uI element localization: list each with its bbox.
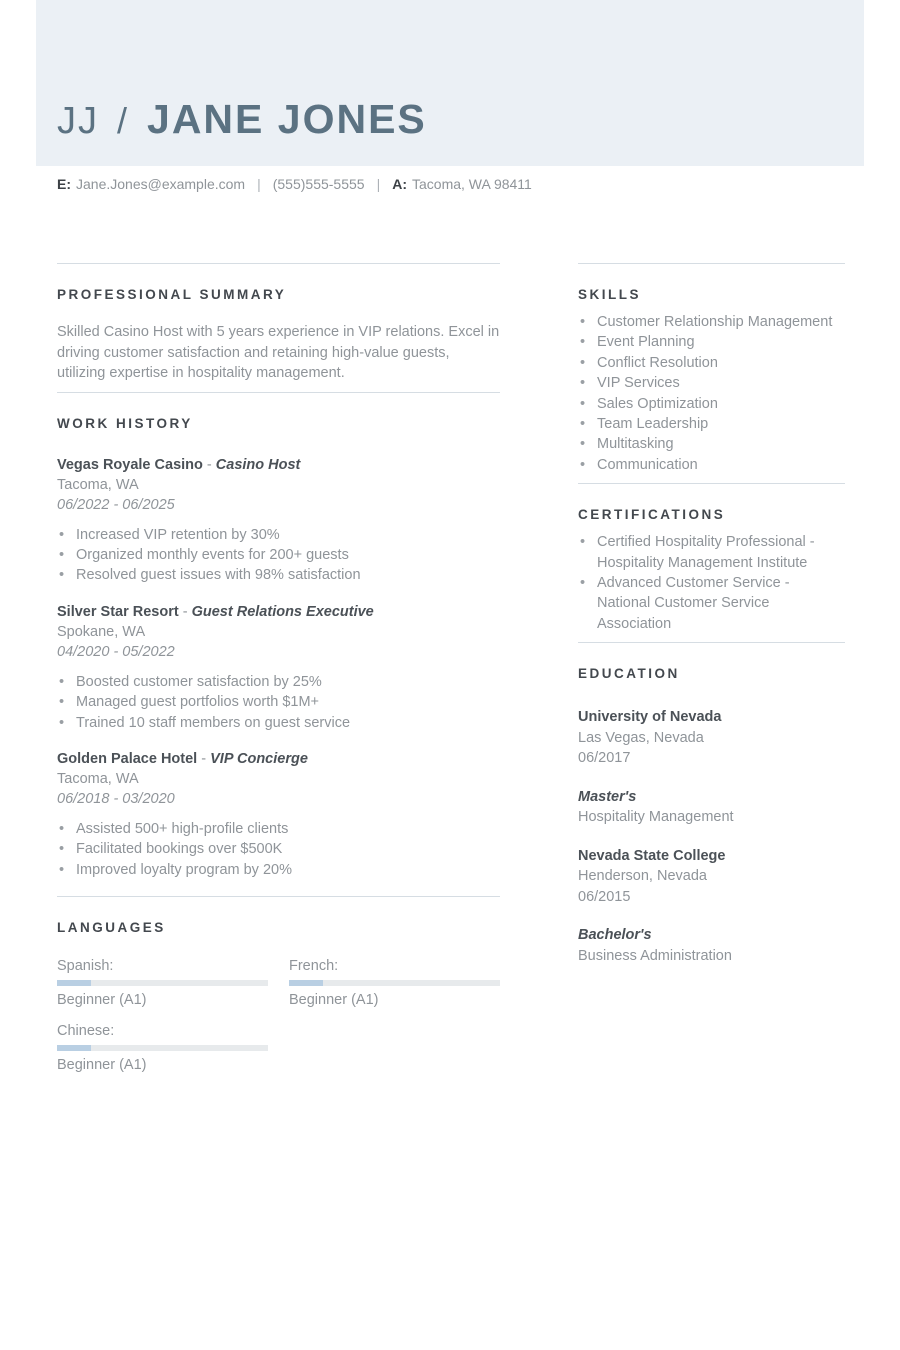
education-school: University of Nevada [578, 709, 722, 726]
language-name: French: [289, 958, 339, 975]
language-progress-fill [289, 980, 323, 986]
job-location: Tacoma, WA [57, 770, 139, 787]
section-title-languages: LANGUAGES [57, 920, 166, 936]
education-degree-block [578, 787, 845, 828]
job-bullets [57, 672, 500, 733]
job-role: VIP Concierge [210, 750, 308, 767]
education-date: 06/2017 [578, 750, 631, 767]
job-role: Casino Host [215, 456, 301, 473]
language-progress-track [57, 1045, 268, 1051]
section-divider [578, 642, 845, 643]
job-company: Silver Star Resort [57, 603, 179, 620]
education-entry [578, 846, 845, 967]
job-heading [57, 602, 500, 622]
language-level: Beginner (A1) [289, 992, 379, 1009]
job-bullet: • Improved loyalty program by 20% [57, 860, 500, 880]
job-bullet: • Managed guest portfolios worth $1M+ [57, 692, 500, 712]
education-location: Henderson, Nevada [578, 868, 707, 885]
education-degree-block [578, 925, 845, 966]
language-progress-fill [57, 1045, 91, 1051]
education-school: Nevada State College [578, 847, 726, 864]
name-separator-slash: / [117, 100, 130, 141]
name-row [57, 96, 427, 143]
certification-item: • Advanced Customer Service - National Customer Service Association [578, 573, 845, 634]
job-bullet: • Resolved guest issues with 98% satisfaction [57, 565, 500, 585]
section-title-certifications: CERTIFICATIONS [578, 507, 726, 523]
phone-value: (555)555-5555 [272, 176, 365, 192]
skill-item: • VIP Services [578, 373, 845, 393]
job-heading [57, 749, 500, 769]
language-item [57, 1022, 268, 1075]
address-label: A: [392, 176, 407, 192]
address-value: Tacoma, WA 98411 [412, 176, 532, 192]
contact-divider: | [257, 176, 261, 192]
section-divider [57, 392, 500, 393]
job-location: Tacoma, WA [57, 476, 139, 493]
education-school-block [578, 846, 845, 908]
job-role: Guest Relations Executive [191, 603, 374, 620]
job-separator: - [206, 456, 212, 473]
job-separator: - [201, 750, 207, 767]
education-degree: Bachelor's [578, 927, 652, 944]
email-value: Jane.Jones@example.com [76, 176, 246, 192]
skill-item: • Customer Relationship Management [578, 312, 845, 332]
language-level: Beginner (A1) [57, 1057, 147, 1074]
contact-line [57, 176, 532, 192]
education-degree: Master's [578, 788, 637, 805]
job-bullet: • Assisted 500+ high-profile clients [57, 819, 500, 839]
education-date: 06/2015 [578, 888, 631, 905]
email-label: E: [57, 176, 71, 192]
job-entry [57, 749, 500, 880]
left-column [57, 255, 500, 1087]
job-entry [57, 602, 500, 733]
skill-item: • Team Leadership [578, 414, 845, 434]
job-company: Vegas Royale Casino [57, 456, 203, 473]
job-bullets [57, 525, 500, 586]
section-divider [578, 263, 845, 264]
section-title-summary: PROFESSIONAL SUMMARY [57, 287, 287, 302]
section-title-education: EDUCATION [578, 666, 680, 682]
certification-item: • Certified Hospitality Professional - Hospitality Management Institute [578, 532, 845, 573]
job-bullet: • Organized monthly events for 200+ guests [57, 545, 500, 565]
section-divider [578, 483, 845, 484]
certifications-list [578, 532, 845, 634]
section-title-work-history: WORK HISTORY [57, 415, 193, 431]
header-band [36, 0, 864, 166]
education-entry [578, 707, 845, 828]
page-title-name: JANE JONES [147, 96, 427, 142]
job-dates: 04/2020 - 05/2022 [57, 643, 175, 660]
education-field: Business Administration [578, 947, 732, 964]
job-dates: 06/2018 - 03/2020 [57, 790, 175, 807]
job-dates: 06/2022 - 06/2025 [57, 496, 175, 513]
right-column [578, 255, 845, 984]
summary-text: Skilled Casino Host with 5 years experience in VIP relations. Excel in driving customer satisfaction and retaining high-value guests, utilizing expertise in hospitality management. [57, 324, 500, 381]
job-bullet: • Trained 10 staff members on guest service [57, 713, 500, 733]
job-entry [57, 455, 500, 586]
language-item [57, 957, 268, 1010]
languages-list [57, 957, 500, 1087]
job-location: Spokane, WA [57, 623, 146, 640]
job-bullets [57, 819, 500, 880]
skill-item: • Communication [578, 455, 845, 475]
job-heading [57, 455, 500, 475]
skill-item: • Conflict Resolution [578, 353, 845, 373]
education-location: Las Vegas, Nevada [578, 729, 704, 746]
skill-item: • Sales Optimization [578, 394, 845, 414]
language-progress-fill [57, 980, 91, 986]
language-item [289, 957, 500, 1010]
contact-divider: | [376, 176, 381, 192]
section-title-skills: SKILLS [578, 287, 642, 302]
language-progress-track [57, 980, 268, 986]
job-separator: - [182, 603, 188, 620]
job-bullet: • Boosted customer satisfaction by 25% [57, 672, 500, 692]
skills-list [578, 312, 845, 475]
skill-item: • Multitasking [578, 434, 845, 454]
section-divider [57, 896, 500, 897]
job-bullet: • Increased VIP retention by 30% [57, 525, 500, 545]
education-list [578, 707, 845, 966]
monogram-initials: JJ [57, 100, 99, 142]
jobs-list [57, 455, 500, 881]
job-bullet: • Facilitated bookings over $500K [57, 839, 500, 859]
language-name: Spanish: [57, 958, 114, 975]
skill-item: • Event Planning [578, 332, 845, 352]
language-name: Chinese: [57, 1023, 115, 1040]
section-divider [57, 263, 500, 264]
language-progress-track [289, 980, 500, 986]
language-level: Beginner (A1) [57, 992, 147, 1009]
job-company: Golden Palace Hotel [57, 750, 198, 767]
education-school-block [578, 707, 845, 769]
education-field: Hospitality Management [578, 809, 734, 826]
